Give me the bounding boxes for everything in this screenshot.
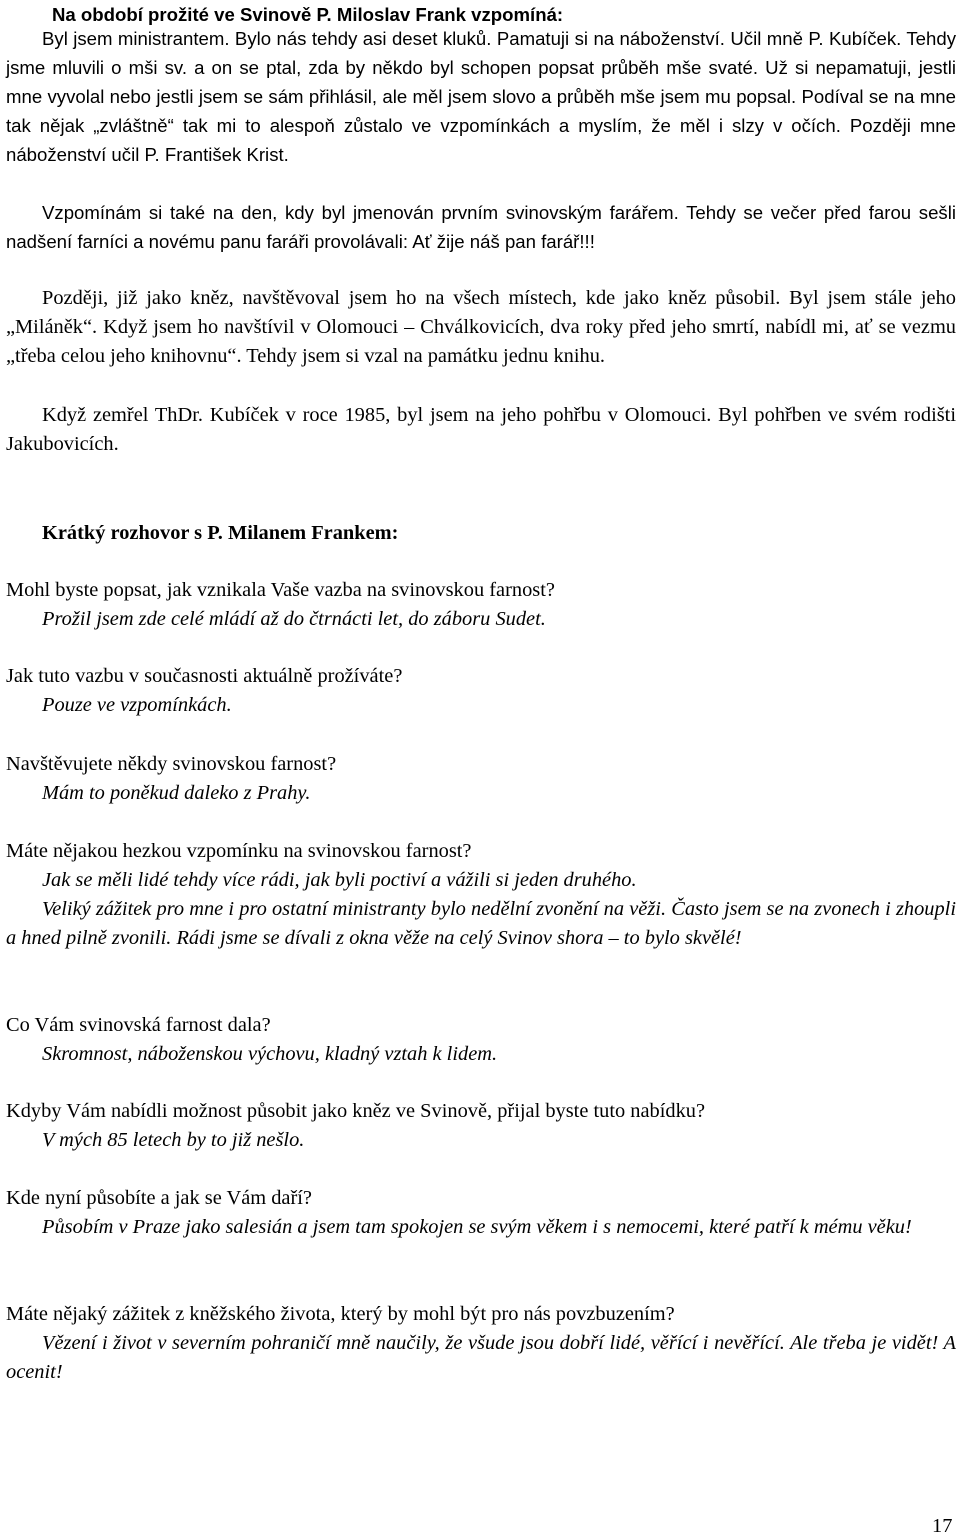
interview-question: Jak tuto vazbu v současnosti aktuálně prožíváte? xyxy=(6,665,403,687)
interview-item xyxy=(6,662,956,720)
interview-item xyxy=(6,1097,956,1155)
interview-answer: Působím v Praze jako salesián a jsem tam spokojen se svým věkem i s nemocemi, které patří k mému věku! xyxy=(42,1216,912,1238)
interview-question: Máte nějakou hezkou vzpomínku na svinovskou farnost? xyxy=(6,840,472,862)
interview-question: Navštěvujete někdy svinovskou farnost? xyxy=(6,753,337,775)
interview-item xyxy=(6,576,956,634)
interview-question: Mohl byste popsat, jak vznikala Vaše vazba na svinovskou farnost? xyxy=(6,579,555,601)
memoir-paragraph: Později, již jako kněz, navštěvoval jsem ho na všech místech, kde jako kněz působil. Byl jsem stále jeho „Miláněk“. Když jsem ho navštívil v Olomouci – Chválkovicích, dva roky před jeho smrtí, nabídl mi, ať se vezmu „třeba celou jeho knihovnu“. Tehdy jsem si vzal na památku jednu knihu. xyxy=(6,287,956,367)
interview-item xyxy=(6,750,956,808)
interview-answer: Mám to poněkud daleko z Prahy. xyxy=(42,782,311,804)
memoir-paragraph: Vzpomínám si také na den, kdy byl jmenován prvním svinovským farářem. Tehdy se večer před farou sešli nadšení farníci a novému panu faráři provolávali: Ať žije náš pan farář!!! xyxy=(6,202,956,252)
interview-question: Co Vám svinovská farnost dala? xyxy=(6,1014,271,1036)
interview-answer: Skromnost, náboženskou výchovu, kladný vztah k lidem. xyxy=(42,1043,498,1065)
interview-answer: Veliký zážitek pro mne i pro ostatní ministranty bylo nedělní zvonění na věži. Často jsem se na zvonech i zhoupli a hned pilně zvonili. Rádi jsme se dívali z okna věže na celý Svinov shora – to bylo skvělé! xyxy=(6,898,956,949)
interview-item xyxy=(6,1011,956,1069)
interview-question: Kdyby Vám nabídli možnost působit jako kněz ve Svinově, přijal byste tuto nabídku? xyxy=(6,1100,706,1122)
interview-answer: Jak se měli lidé tehdy více rádi, jak byli poctiví a vážili si jeden druhého. xyxy=(42,869,637,891)
interview-question: Kde nyní působíte a jak se Vám daří? xyxy=(6,1187,312,1209)
interview-answer: V mých 85 letech by to již nešlo. xyxy=(42,1129,305,1151)
interview-item xyxy=(6,1184,956,1242)
interview-answer: Pouze ve vzpomínkách. xyxy=(42,694,232,716)
interview-answer: Vězení i život v severním pohraničí mně naučily, že všude jsou dobří lidé, věřící i nevěřící. Ale třeba je vidět! A ocenit! xyxy=(6,1332,956,1383)
memoir-paragraph: Když zemřel ThDr. Kubíček v roce 1985, byl jsem na jeho pohřbu v Olomouci. Byl pohřben ve svém rodišti Jakubovicích. xyxy=(6,404,956,455)
interview-item xyxy=(6,837,956,953)
interview-item xyxy=(6,1300,956,1387)
interview-question: Máte nějaký zážitek z kněžského života, který by mohl být pro nás povzbuzením? xyxy=(6,1303,675,1325)
memoir-title: Na období prožité ve Svinově P. Miloslav Frank vzpomíná: xyxy=(52,4,564,25)
interview-answer: Prožil jsem zde celé mládí až do čtrnácti let, do záboru Sudet. xyxy=(42,608,546,630)
page-number: 17 xyxy=(932,1515,953,1537)
interview-title: Krátký rozhovor s P. Milanem Frankem: xyxy=(42,522,399,544)
memoir-paragraph: Byl jsem ministrantem. Bylo nás tehdy asi deset kluků. Pamatuji si na náboženství. Učil mně P. Kubíček. Tehdy jsme mluvili o mši sv. a on se ptal, zda by někdo byl schopen popsat průběh mše svaté. Už si nepamatuji, jestli mne vyvolal nebo jestli jsem se sám přihlásil, ale měl jsem slovo a průběh mše jsem mu popsal. Podíval se na mne tak nějak „zvláštně“ tak mi to alespoň zůstalo ve vzpomínkách a myslím, že měl i slzy v očích. Později mne náboženství učil P. František Krist. xyxy=(6,28,956,165)
